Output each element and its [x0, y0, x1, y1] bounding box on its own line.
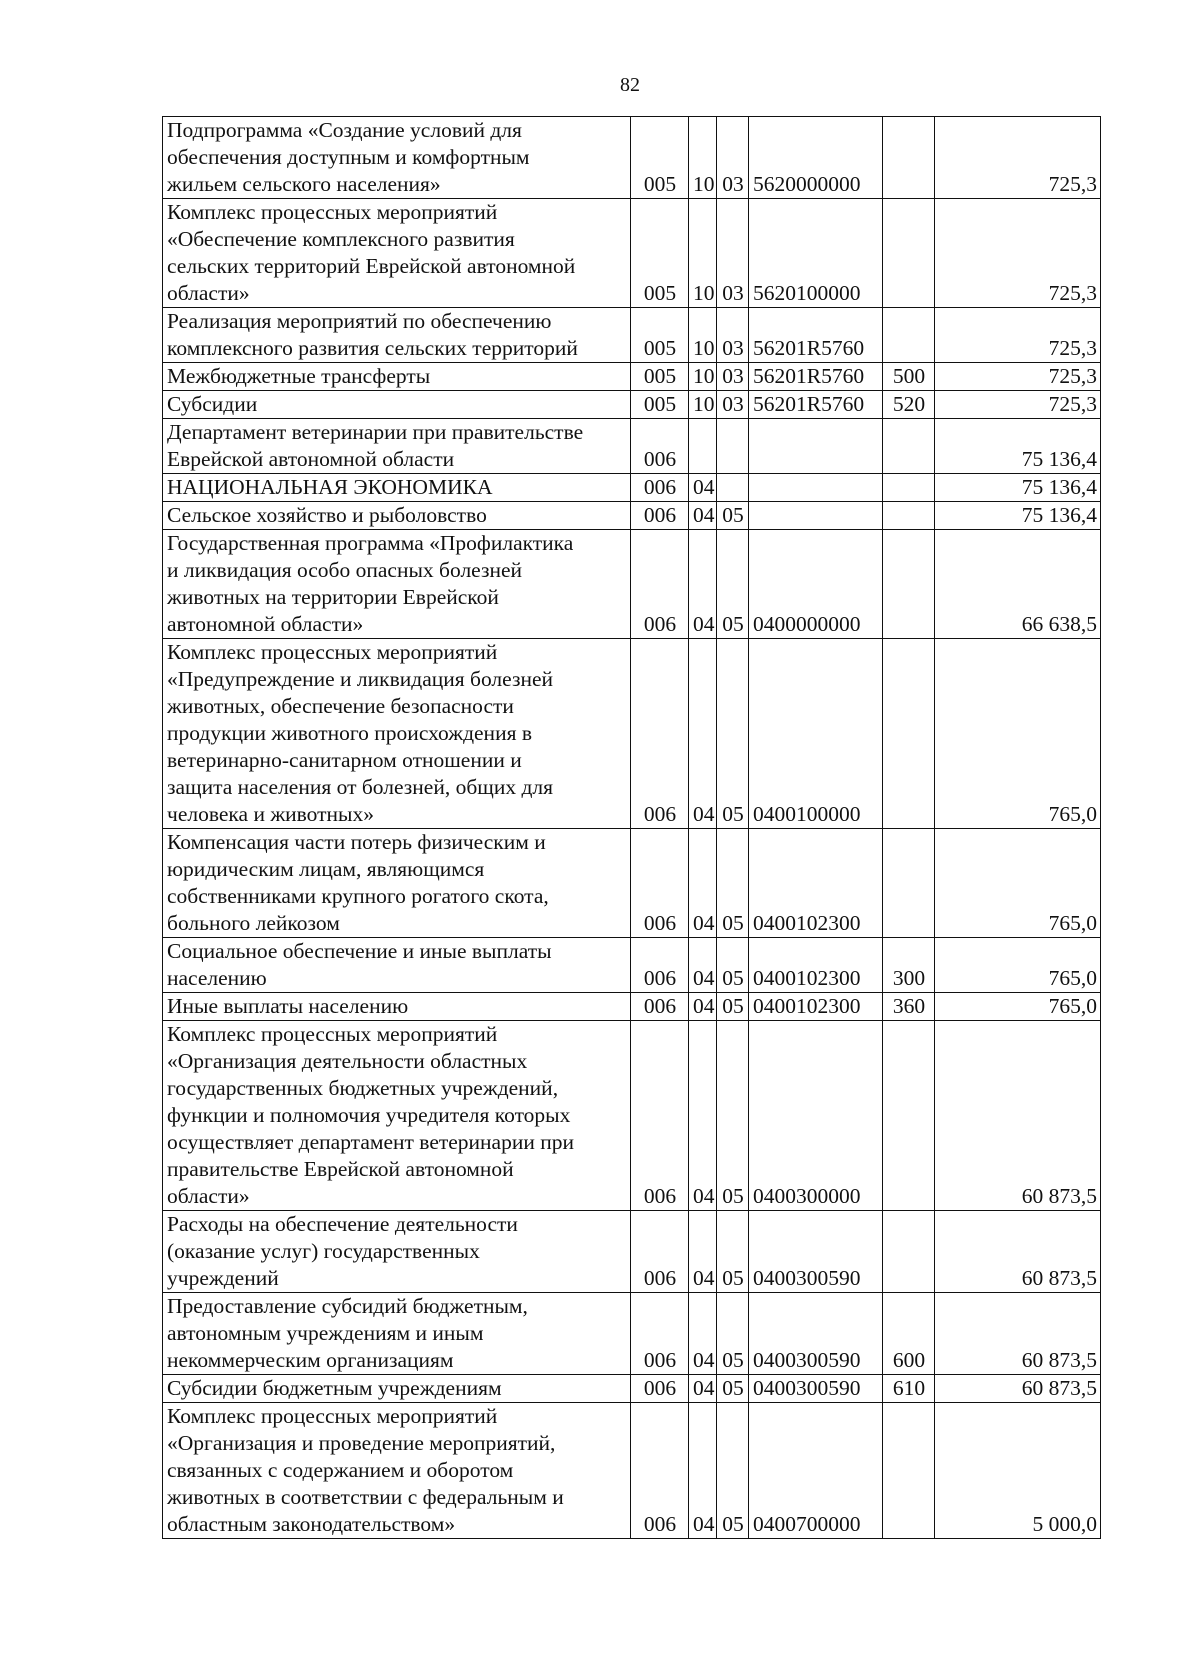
target-article-code-cell: 0400102300: [749, 938, 883, 993]
amount-cell: 765,0: [935, 993, 1101, 1021]
target-article-code-cell: 5620000000: [749, 117, 883, 199]
subsection-code-cell: 05: [717, 530, 749, 639]
section-code-cell: 04: [689, 938, 717, 993]
section-code-cell: 10: [689, 199, 717, 308]
amount-cell: 60 873,5: [935, 1021, 1101, 1211]
row-name-cell: Комплекс процессных мероприятий «Предупреждение и ликвидация болезней животных, обеспечение безопасности продукции животного происхождения в ветеринарно-санитарном отношении и защита населения от болезней, общих для человека и животных»: [163, 639, 631, 829]
department-code-cell: 006: [631, 1211, 689, 1293]
target-article-code-cell: 0400700000: [749, 1403, 883, 1539]
subsection-code-cell: 05: [717, 829, 749, 938]
subsection-code-cell: 05: [717, 502, 749, 530]
table-row: [163, 199, 1101, 308]
subsection-code-cell: 05: [717, 1375, 749, 1403]
row-name-cell: Социальное обеспечение и иные выплаты населению: [163, 938, 631, 993]
section-code-cell: 04: [689, 502, 717, 530]
section-code-cell: 10: [689, 363, 717, 391]
expense-type-code-cell: [883, 829, 935, 938]
expense-type-code-cell: [883, 1211, 935, 1293]
expense-type-code-cell: [883, 419, 935, 474]
amount-cell: 765,0: [935, 829, 1101, 938]
target-article-code-cell: [749, 419, 883, 474]
amount-cell: 725,3: [935, 117, 1101, 199]
table-row: [163, 391, 1101, 419]
amount-cell: 60 873,5: [935, 1293, 1101, 1375]
department-code-cell: 005: [631, 199, 689, 308]
department-code-cell: 006: [631, 829, 689, 938]
section-code-cell: 04: [689, 993, 717, 1021]
subsection-code-cell: 03: [717, 308, 749, 363]
subsection-code-cell: 05: [717, 1403, 749, 1539]
subsection-code-cell: [717, 419, 749, 474]
table-row: [163, 639, 1101, 829]
table-row: [163, 419, 1101, 474]
row-name-cell: Комплекс процессных мероприятий «Организация и проведение мероприятий, связанных с содержанием и оборотом животных в соответствии с федеральным и областным законодательством»: [163, 1403, 631, 1539]
row-name-cell: Расходы на обеспечение деятельности (оказание услуг) государственных учреждений: [163, 1211, 631, 1293]
expense-type-code-cell: [883, 199, 935, 308]
amount-cell: 60 873,5: [935, 1211, 1101, 1293]
table-row: [163, 993, 1101, 1021]
department-code-cell: 005: [631, 308, 689, 363]
expense-type-code-cell: [883, 502, 935, 530]
expense-type-code-cell: 300: [883, 938, 935, 993]
table-row: [163, 474, 1101, 502]
table-row: [163, 829, 1101, 938]
target-article-code-cell: 0400300590: [749, 1375, 883, 1403]
section-code-cell: 04: [689, 474, 717, 502]
amount-cell: 5 000,0: [935, 1403, 1101, 1539]
amount-cell: 75 136,4: [935, 502, 1101, 530]
table-row: [163, 363, 1101, 391]
subsection-code-cell: 03: [717, 117, 749, 199]
section-code-cell: 10: [689, 391, 717, 419]
department-code-cell: 006: [631, 1403, 689, 1539]
subsection-code-cell: 05: [717, 1293, 749, 1375]
expense-type-code-cell: 520: [883, 391, 935, 419]
amount-cell: 725,3: [935, 391, 1101, 419]
target-article-code-cell: 0400300000: [749, 1021, 883, 1211]
target-article-code-cell: 0400300590: [749, 1293, 883, 1375]
department-code-cell: 006: [631, 419, 689, 474]
section-code-cell: 04: [689, 829, 717, 938]
amount-cell: 60 873,5: [935, 1375, 1101, 1403]
department-code-cell: 006: [631, 1293, 689, 1375]
section-code-cell: [689, 419, 717, 474]
target-article-code-cell: [749, 502, 883, 530]
department-code-cell: 006: [631, 639, 689, 829]
row-name-cell: Субсидии бюджетным учреждениям: [163, 1375, 631, 1403]
amount-cell: 765,0: [935, 938, 1101, 993]
amount-cell: 725,3: [935, 363, 1101, 391]
section-code-cell: 04: [689, 530, 717, 639]
subsection-code-cell: 05: [717, 993, 749, 1021]
table-row: [163, 938, 1101, 993]
expense-type-code-cell: [883, 308, 935, 363]
section-code-cell: 04: [689, 1293, 717, 1375]
target-article-code-cell: 0400100000: [749, 639, 883, 829]
row-name-cell: Подпрограмма «Создание условий для обеспечения доступным и комфортным жильем сельского населения»: [163, 117, 631, 199]
subsection-code-cell: [717, 474, 749, 502]
section-code-cell: 10: [689, 117, 717, 199]
expense-type-code-cell: 360: [883, 993, 935, 1021]
subsection-code-cell: 05: [717, 1211, 749, 1293]
subsection-code-cell: 05: [717, 938, 749, 993]
expense-type-code-cell: 500: [883, 363, 935, 391]
expense-type-code-cell: [883, 639, 935, 829]
table-row: [163, 1211, 1101, 1293]
expense-type-code-cell: [883, 1021, 935, 1211]
row-name-cell: Иные выплаты населению: [163, 993, 631, 1021]
department-code-cell: 005: [631, 117, 689, 199]
department-code-cell: 005: [631, 391, 689, 419]
budget-table: [162, 116, 1101, 1539]
table-row: [163, 1293, 1101, 1375]
table-row: [163, 1021, 1101, 1211]
table-row: [163, 1403, 1101, 1539]
department-code-cell: 006: [631, 993, 689, 1021]
target-article-code-cell: 56201R5760: [749, 363, 883, 391]
row-name-cell: Компенсация части потерь физическим и юридическим лицам, являющимся собственниками крупного рогатого скота, больного лейкозом: [163, 829, 631, 938]
expense-type-code-cell: [883, 117, 935, 199]
target-article-code-cell: 0400102300: [749, 993, 883, 1021]
expense-type-code-cell: [883, 474, 935, 502]
row-name-cell: Государственная программа «Профилактика и ликвидация особо опасных болезней животных на территории Еврейской автономной области»: [163, 530, 631, 639]
target-article-code-cell: 0400102300: [749, 829, 883, 938]
section-code-cell: 04: [689, 1375, 717, 1403]
table-row: [163, 530, 1101, 639]
section-code-cell: 04: [689, 1021, 717, 1211]
row-name-cell: Субсидии: [163, 391, 631, 419]
row-name-cell: Предоставление субсидий бюджетным, автономным учреждениям и иным некоммерческим организациям: [163, 1293, 631, 1375]
row-name-cell: Департамент ветеринарии при правительстве Еврейской автономной области: [163, 419, 631, 474]
table-row: [163, 308, 1101, 363]
row-name-cell: Межбюджетные трансферты: [163, 363, 631, 391]
section-code-cell: 04: [689, 639, 717, 829]
expense-type-code-cell: 610: [883, 1375, 935, 1403]
subsection-code-cell: 05: [717, 639, 749, 829]
budget-table-body: [163, 117, 1101, 1539]
row-name-cell: НАЦИОНАЛЬНАЯ ЭКОНОМИКА: [163, 474, 631, 502]
section-code-cell: 10: [689, 308, 717, 363]
target-article-code-cell: 0400000000: [749, 530, 883, 639]
target-article-code-cell: 56201R5760: [749, 391, 883, 419]
row-name-cell: Реализация мероприятий по обеспечению комплексного развития сельских территорий: [163, 308, 631, 363]
department-code-cell: 006: [631, 530, 689, 639]
amount-cell: 765,0: [935, 639, 1101, 829]
department-code-cell: 006: [631, 502, 689, 530]
department-code-cell: 006: [631, 1375, 689, 1403]
amount-cell: 66 638,5: [935, 530, 1101, 639]
subsection-code-cell: 03: [717, 363, 749, 391]
page-number: 82: [620, 74, 640, 96]
target-article-code-cell: 5620100000: [749, 199, 883, 308]
table-row: [163, 117, 1101, 199]
amount-cell: 75 136,4: [935, 419, 1101, 474]
amount-cell: 725,3: [935, 199, 1101, 308]
row-name-cell: Комплекс процессных мероприятий «Организация деятельности областных государственных бюджетных учреждений, функции и полномочия учредителя которых осуществляет департамент ветеринарии при правительстве Еврейской автономной области»: [163, 1021, 631, 1211]
target-article-code-cell: [749, 474, 883, 502]
expense-type-code-cell: 600: [883, 1293, 935, 1375]
expense-type-code-cell: [883, 530, 935, 639]
amount-cell: 75 136,4: [935, 474, 1101, 502]
expense-type-code-cell: [883, 1403, 935, 1539]
department-code-cell: 005: [631, 363, 689, 391]
row-name-cell: Сельское хозяйство и рыболовство: [163, 502, 631, 530]
subsection-code-cell: 03: [717, 391, 749, 419]
section-code-cell: 04: [689, 1211, 717, 1293]
target-article-code-cell: 56201R5760: [749, 308, 883, 363]
table-row: [163, 1375, 1101, 1403]
row-name-cell: Комплекс процессных мероприятий «Обеспечение комплексного развития сельских территорий Еврейской автономной области»: [163, 199, 631, 308]
target-article-code-cell: 0400300590: [749, 1211, 883, 1293]
department-code-cell: 006: [631, 938, 689, 993]
subsection-code-cell: 03: [717, 199, 749, 308]
department-code-cell: 006: [631, 474, 689, 502]
section-code-cell: 04: [689, 1403, 717, 1539]
table-row: [163, 502, 1101, 530]
department-code-cell: 006: [631, 1021, 689, 1211]
subsection-code-cell: 05: [717, 1021, 749, 1211]
amount-cell: 725,3: [935, 308, 1101, 363]
